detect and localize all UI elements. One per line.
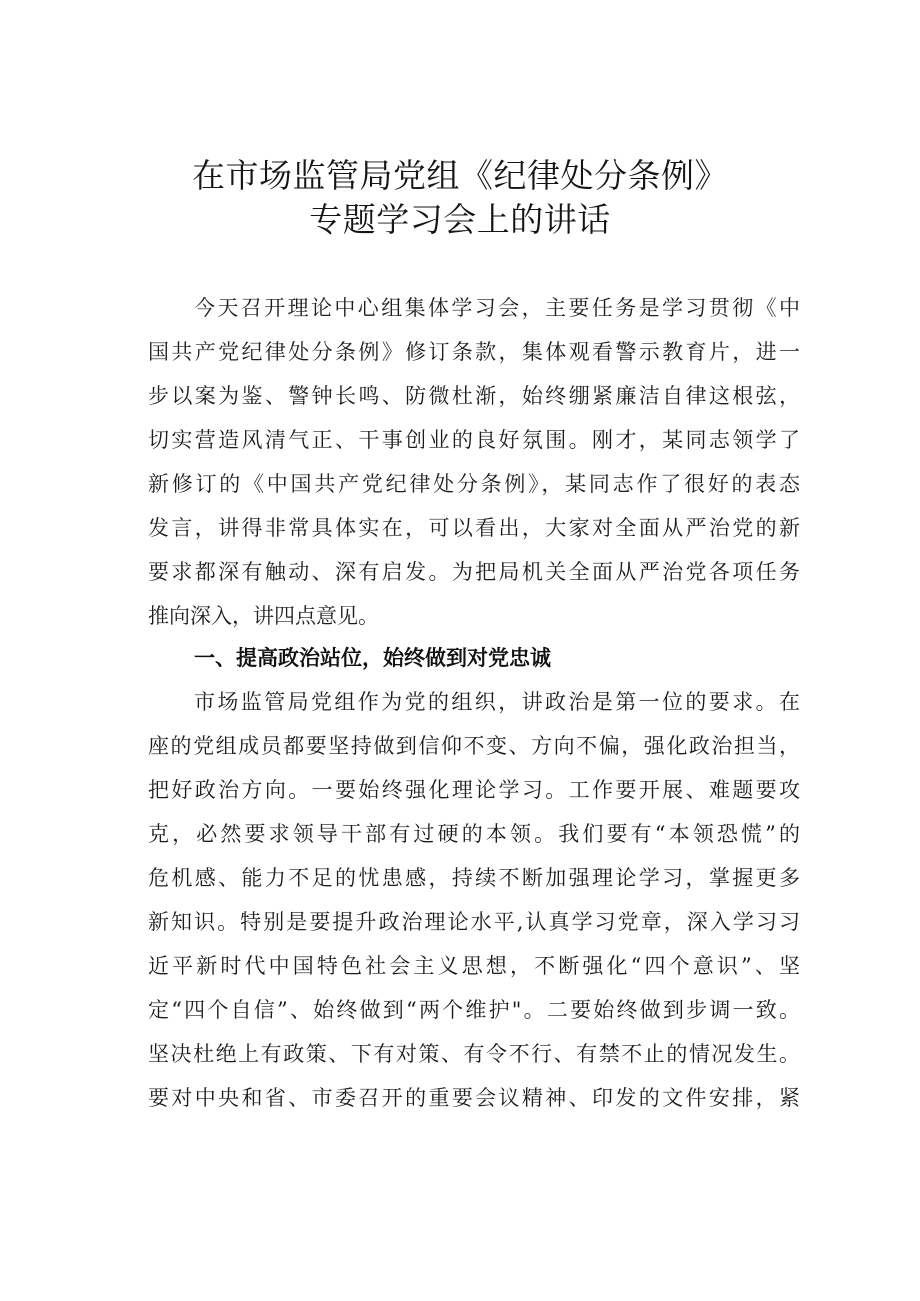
paragraph-line: 市场监管局党组作为党的组织，讲政治是第一位的要求。在 (194, 690, 800, 714)
document-title-line-2: 专题学习会上的讲话 (309, 200, 611, 239)
paragraph-line: 推向深入，讲四点意见。 (148, 604, 379, 628)
paragraph-line: 国共产党纪律处分条例》修订条款，集体观看警示教育片，进一 (148, 340, 800, 364)
paragraph-line: 坚决杜绝上有政策、下有对策、有令不行、有禁不止的情况发生。 (148, 1042, 800, 1066)
paragraph-line: 定“四个自信”、始终做到“两个维护"。二要始终做到步调一致。 (148, 998, 800, 1022)
paragraph-line: 座的党组成员都要坚持做到信仰不变、方向不偏，强化政治担当， (148, 734, 800, 758)
paragraph-line: 步以案为鉴、警钟长鸣、防微杜渐，始终绷紧廉洁自律这根弦， (148, 384, 800, 408)
paragraph-line: 危机感、能力不足的忧患感，持续不断加强理论学习，掌握更多 (148, 866, 800, 890)
paragraph-line: 今天召开理论中心组集体学习会，主要任务是学习贯彻《中 (194, 296, 800, 320)
paragraph-line: 新修订的《中国共产党纪律处分条例》，某同志作了很好的表态 (148, 472, 800, 496)
paragraph-line: 近平新时代中国特色社会主义思想，不断强化“四个意识”、坚 (148, 954, 800, 978)
document-title-line-1: 在市场监管局党组《纪律处分条例》 (192, 156, 728, 195)
paragraph-line: 发言，讲得非常具体实在，可以看出，大家对全面从严治党的新 (148, 516, 800, 540)
section-heading: 一、提高政治站位，始终做到对党忠诚 (194, 646, 551, 670)
paragraph-line: 要求都深有触动、深有启发。为把局机关全面从严治党各项任务 (148, 560, 800, 584)
paragraph-line: 切实营造风清气正、干事创业的良好氛围。刚才，某同志领学了 (148, 428, 800, 452)
paragraph-line: 把好政治方向。一要始终强化理论学习。工作要开展、难题要攻 (148, 778, 800, 802)
paragraph-line: 新知识。特别是要提升政治理论水平,认真学习党章，深入学习习 (148, 910, 800, 934)
paragraph-line: 克，必然要求领导干部有过硬的本领。我们要有“本领恐慌”的 (148, 822, 800, 846)
paragraph-line: 要对中央和省、市委召开的重要会议精神、印发的文件安排，紧 (148, 1086, 800, 1110)
